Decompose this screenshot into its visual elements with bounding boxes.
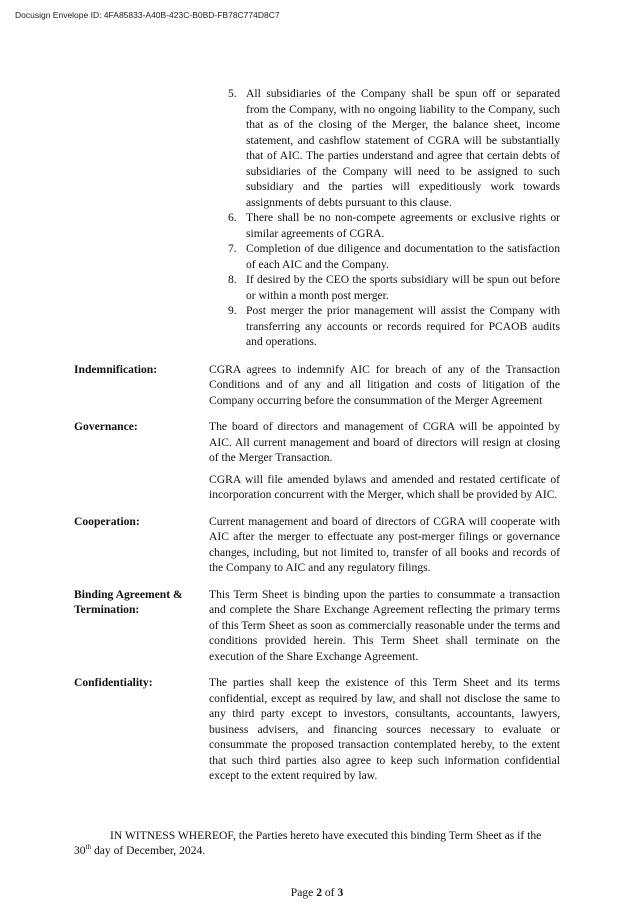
list-item [228, 86, 560, 210]
section-governance [74, 419, 560, 503]
section-confidentiality [74, 675, 560, 784]
list-text: Completion of due diligence and documentation to the satisfaction of each AIC and the Company. [246, 242, 560, 271]
list-number: 9. [228, 303, 237, 319]
section-label: Indemnification: [74, 362, 199, 378]
list-item [228, 210, 560, 241]
witness-date: day of December, 2024. [91, 844, 205, 857]
list-item [228, 241, 560, 272]
transaction-conditions-list [228, 86, 560, 350]
list-number: 5. [228, 86, 237, 102]
section-binding-agreement [74, 587, 560, 665]
section-label: Binding Agreement & Termination: [74, 587, 199, 618]
document-body [74, 0, 560, 920]
section-label: Confidentiality: [74, 675, 199, 691]
section-paragraph: CGRA agrees to indemnify AIC for breach of any of the Transaction Conditions and of any and all litigation and costs of litigation of the Company occurring before the consummation of the Merger Agreement [209, 362, 560, 409]
docusign-envelope-id: Docusign Envelope ID: 4FA85833-A40B-423C-B0BD-FB78C774D8C7 [15, 10, 280, 20]
of-word: of [322, 886, 337, 899]
list-text: There shall be no non-compete agreements or exclusive rights or similar agreements of CGRA. [246, 211, 560, 240]
section-paragraph: CGRA will file amended bylaws and amended and restated certificate of incorporation concurrent with the Merger, which shall be provided by AIC. [209, 472, 560, 503]
list-text: All subsidiaries of the Company shall be spun off or separated from the Company, with no ongoing liability to the Company, such that as of the closing of the Merger, the balance sheet, income statement, and cashflow statement of CGRA will be substantially that of AIC. The parties understand and agree that certain debts of subsidiaries of the Company will need to be assigned to such subsidiary and the parties will expeditiously work towards assignments of debts pursuant to this clause. [246, 87, 560, 209]
section-cooperation [74, 514, 560, 576]
section-paragraph: Current management and board of directors of CGRA will cooperate with AIC after the merger to effectuate any post-merger filings or governance changes, including, but not limited to, transfer of all books and records of the Company to AIC and any regulatory filings. [209, 514, 560, 576]
list-text: If desired by the CEO the sports subsidiary will be spun out before or within a month post merger. [246, 273, 560, 302]
current-page: 2 [316, 886, 322, 899]
section-label: Cooperation: [74, 514, 199, 530]
list-number: 7. [228, 241, 237, 257]
list-item [228, 303, 560, 350]
section-paragraph: The board of directors and management of CGRA will be appointed by AIC. All current management and board of directors will resign at closing of the Merger Transaction. [209, 419, 560, 466]
list-text: Post merger the prior management will assist the Company with transferring any accounts or records required for PCAOB audits and operations. [246, 304, 560, 348]
section-label: Governance: [74, 419, 199, 435]
section-indemnification [74, 362, 560, 409]
witness-clause [74, 828, 560, 859]
page-number [74, 885, 560, 920]
witness-text: IN WITNESS WHEREOF, the Parties hereto have executed this binding Term Sheet as if the 30 [74, 829, 541, 858]
ordinal-suffix: th [86, 843, 91, 851]
list-item [228, 272, 560, 303]
section-paragraph: The parties shall keep the existence of this Term Sheet and its terms confidential, except as required by law, and shall not disclose the same to any third party except to investors, consultants, accountants, lawyers, business advisers, and financing sources necessary to evaluate or consummate the proposed transaction contemplated hereby, to the extent that such third parties also agree to keep such information confidential except to the extent required by law. [209, 675, 560, 784]
list-number: 6. [228, 210, 237, 226]
page-word: Page [291, 886, 316, 899]
total-pages: 3 [337, 886, 343, 899]
section-paragraph: This Term Sheet is binding upon the parties to consummate a transaction and complete the Share Exchange Agreement reflecting the primary terms of this Term Sheet as soon as commercially reasonable under the terms and conditions provided herein. This Term Sheet shall terminate on the execution of the Share Exchange Agreement. [209, 587, 560, 665]
list-number: 8. [228, 272, 237, 288]
